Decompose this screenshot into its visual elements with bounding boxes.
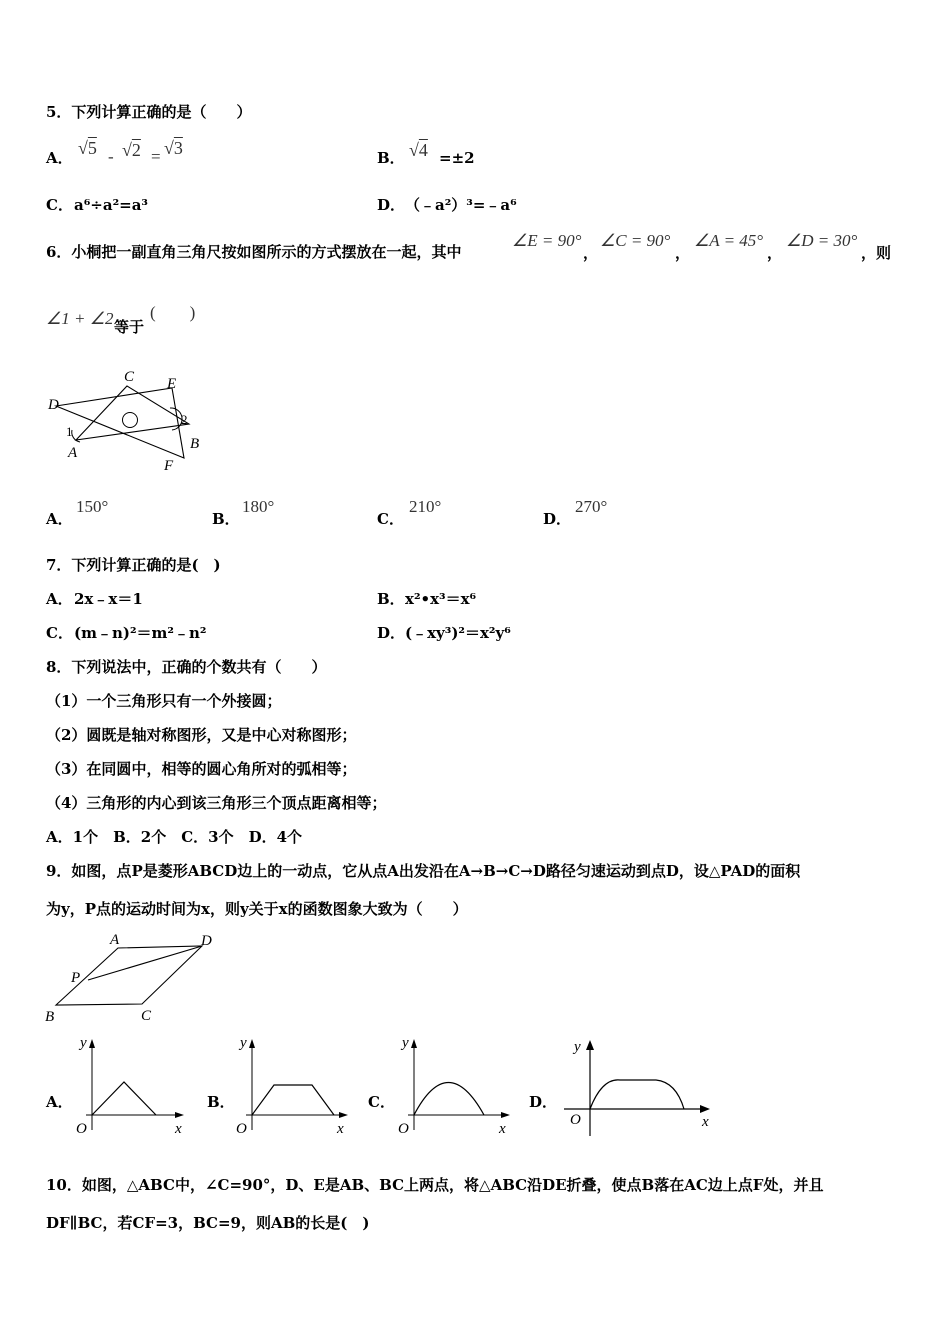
q9-graph-a-x: x (175, 1121, 182, 1137)
q9-label-a: A (110, 932, 120, 948)
q8-options: A．1个 B．2个 C．3个 D．4个 (46, 828, 303, 846)
q6-option-c-value: 210° (409, 497, 442, 516)
q7-option-a-text: 2x﹣x＝1 (74, 590, 143, 608)
q7-option-a-label: A． (46, 590, 73, 608)
q6-label-a: A (68, 445, 78, 461)
q5-stem: 5．下列计算正确的是（ ） (46, 103, 252, 121)
q5-option-a-label: A． (46, 149, 73, 167)
q7-stem: 7．下列计算正确的是( ) (46, 556, 221, 574)
q6-angle-d: ∠D = 30° (786, 231, 858, 250)
q5-option-b-label: B． (377, 149, 405, 167)
q6-option-a-value: 150° (76, 497, 109, 516)
q6-angle-c: ∠C = 90° (600, 231, 671, 250)
q6-sum-expr: ∠1 + ∠2 (46, 309, 114, 328)
q8-statement-2: （2）圆既是轴对称图形，又是中心对称图形； (46, 726, 357, 744)
q9-graph-b (234, 1036, 349, 1136)
q6-label-b: B (190, 436, 200, 452)
q6-label-2: 2 (181, 412, 188, 427)
q9-rhombus-figure (40, 928, 220, 1023)
q6-option-a-label: A． (46, 510, 73, 528)
q9-option-d-label: D． (529, 1093, 558, 1111)
q9-graph-c (396, 1036, 511, 1136)
q6-label-1: 1 (66, 424, 73, 439)
q7-option-b-text: x²•x³＝x⁶ (405, 590, 477, 608)
q5-option-d-text: （﹣a²）³=﹣a⁶ (405, 196, 517, 214)
q9-graph-d-o: O (570, 1112, 581, 1128)
q9-graph-a (74, 1036, 184, 1136)
q9-graph-b-x: x (337, 1121, 344, 1137)
q9-stem-line1: 9．如图，点P是菱形ABCD边上的一动点，它从点A出发沿在A→B→C→D路径匀速运动到点D，设△PAD的面积 (46, 862, 801, 880)
q6-option-c-label: C． (377, 510, 404, 528)
q9-label-b: B (45, 1009, 55, 1025)
q6-option-d-label: D． (543, 510, 572, 528)
q9-graph-c-y: y (402, 1035, 409, 1051)
q7-option-d-label: D． (377, 624, 406, 642)
q9-graph-a-o: O (76, 1121, 87, 1137)
q6-angle-e: ∠E = 90° (512, 231, 582, 250)
q9-graph-d-x: x (702, 1114, 709, 1130)
q9-graph-d (564, 1036, 714, 1136)
q7-option-d-text: (﹣xy³)²＝x²y⁶ (405, 624, 511, 642)
q6-label-f: F (164, 458, 174, 474)
q6-stem: 6．小桐把一副直角三角尺按如图所示的方式摆放在一起，其中 (46, 243, 462, 261)
q6-label-e: E (167, 376, 177, 392)
q8-statement-1: （1）一个三角形只有一个外接圆； (46, 692, 282, 710)
q5-option-a-minus: - (108, 147, 114, 166)
q5-option-b-sqrt4: √4 (409, 140, 428, 160)
q5-option-c-label: C． (46, 196, 73, 214)
q7-option-b-label: B． (377, 590, 405, 608)
q5-option-a-sqrt3: √3 (164, 138, 183, 158)
q5-option-d-label: D． (377, 196, 406, 214)
q8-stem: 8．下列说法中，正确的个数共有（ ） (46, 658, 327, 676)
q5-option-a-sqrt5: √5 (78, 138, 97, 158)
q5-option-a-sqrt2: √2 (122, 140, 141, 160)
q9-option-a-label: A． (46, 1093, 73, 1111)
q6-stem-end: ，则 (861, 244, 892, 262)
q9-graph-b-y: y (240, 1035, 247, 1051)
q9-graph-c-o: O (398, 1121, 409, 1137)
q9-graph-a-y: y (80, 1035, 87, 1051)
q9-graph-b-o: O (236, 1121, 247, 1137)
q5-option-b-text: =±2 (439, 149, 475, 167)
q6-paren: ( ) (150, 303, 196, 322)
q6-option-b-label: B． (212, 510, 240, 528)
q6-option-b-value: 180° (242, 497, 275, 516)
q6-option-d-value: 270° (575, 497, 608, 516)
q9-label-c: C (141, 1008, 152, 1024)
q6-label-d: D (48, 397, 59, 413)
q9-label-p: P (71, 970, 81, 986)
q5-option-a-eq: = (151, 147, 161, 166)
q6-sep-1: ， (583, 244, 599, 262)
q10-stem-line1: 10．如图，△ABC中，∠C=90°，D、E是AB、BC上两点，将△ABC沿DE折叠，使点B落在AC边上点F处，并且 (46, 1176, 824, 1194)
q5-option-c-text: a⁶÷a²=a³ (74, 196, 149, 214)
q8-statement-4: （4）三角形的内心到该三角形三个顶点距离相等； (46, 794, 387, 812)
q7-option-c-text: (m﹣n)²＝m²﹣n² (74, 624, 207, 642)
q9-stem-line2: 为y，P点的运动时间为x，则y关于x的函数图象大致为（ ） (46, 900, 468, 918)
q6-figure (44, 368, 214, 478)
q6-equals-text: 等于 (114, 318, 145, 336)
q9-graph-d-y: y (574, 1039, 581, 1055)
q9-label-d: D (201, 933, 212, 949)
q9-graph-c-x: x (499, 1121, 506, 1137)
q6-sep-2: ， (675, 244, 691, 262)
q6-label-c: C (124, 369, 135, 385)
q6-angle-a: ∠A = 45° (694, 231, 764, 250)
q9-option-c-label: C． (368, 1093, 395, 1111)
q6-sep-3: ， (767, 244, 783, 262)
q8-statement-3: （3）在同圆中，相等的圆心角所对的弧相等； (46, 760, 357, 778)
q9-option-b-label: B． (207, 1093, 235, 1111)
q7-option-c-label: C． (46, 624, 73, 642)
q10-stem-line2: DF∥BC，若CF=3，BC=9，则AB的长是( ) (46, 1214, 370, 1232)
